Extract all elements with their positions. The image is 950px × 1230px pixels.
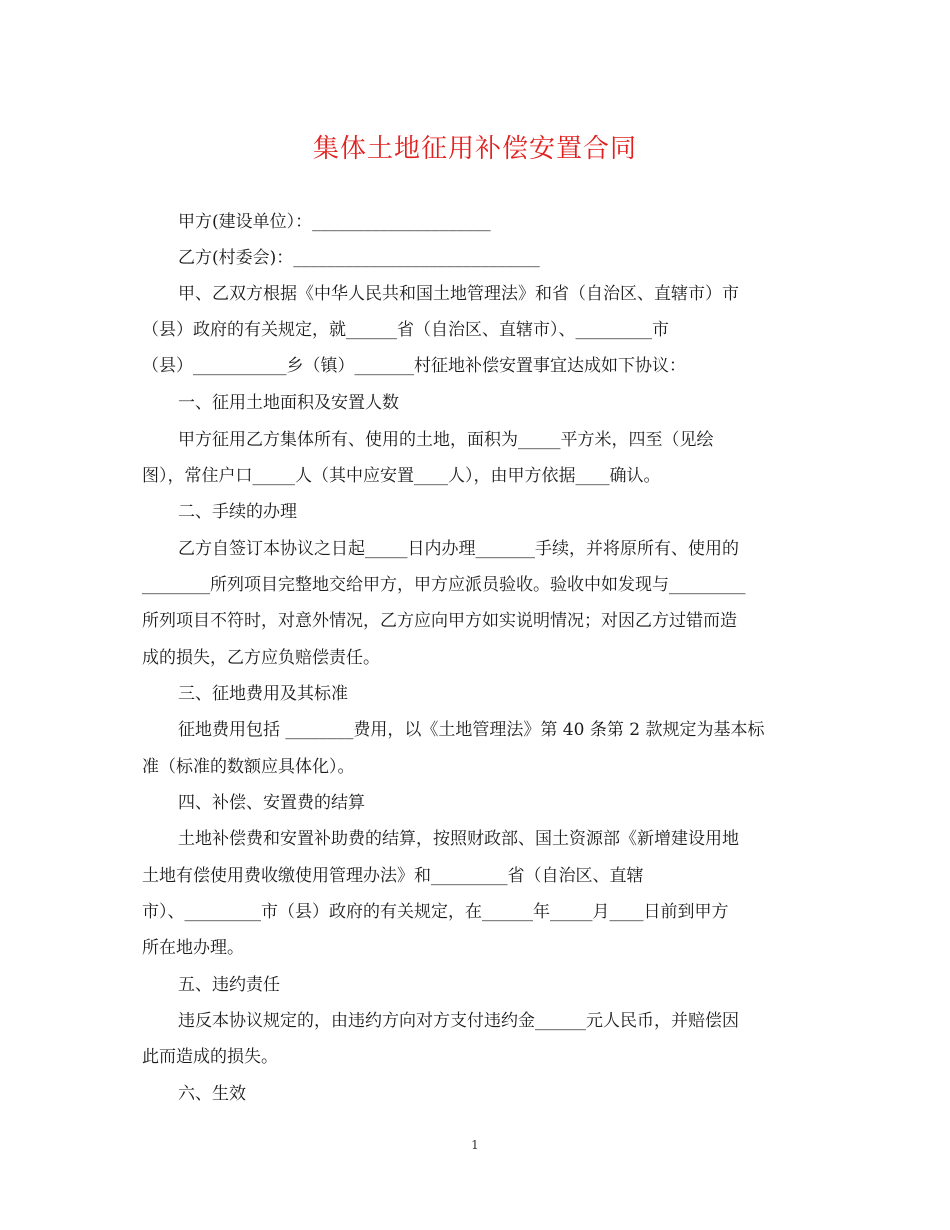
document-title: 集体土地征用补偿安置合同 bbox=[312, 134, 637, 164]
section-heading: 二、手续的办理 bbox=[178, 502, 297, 522]
paragraph-line: 图），常住户口_____人（其中应安置____人），由甲方依据____确认。 bbox=[142, 466, 661, 486]
paragraph-line: （县）___________乡（镇）_______村征地补偿安置事宜达成如下协议： bbox=[142, 356, 686, 376]
paragraph-line: 征地费用包括 ________费用，以《土地管理法》第 40 条第 2 款规定为基本标 bbox=[178, 720, 765, 740]
paragraph-line: 甲方征用乙方集体所有、使用的土地，面积为_____平方米，四至（见绘 bbox=[178, 430, 714, 450]
page-number: 1 bbox=[471, 1138, 479, 1152]
paragraph-line: 此而造成的损失。 bbox=[142, 1047, 278, 1067]
paragraph-line: 违反本协议规定的，由违约方向对方支付违约金______元人民币，并赔偿因 bbox=[178, 1011, 739, 1031]
section-heading: 三、征地费用及其标准 bbox=[178, 684, 348, 704]
paragraph-line: （县）政府的有关规定，就______省（自治区、直辖市）、_________市 bbox=[142, 320, 669, 340]
paragraph-line: 准（标准的数额应具体化）。 bbox=[142, 757, 355, 777]
paragraph-line: 乙方自签订本协议之日起_____日内办理_______手续，并将原所有、使用的 bbox=[178, 539, 739, 559]
paragraph-line: 土地补偿费和安置补助费的结算，按照财政部、国土资源部《新增建设用地 bbox=[178, 829, 739, 849]
paragraph-line: 成的损失，乙方应负赔偿责任。 bbox=[142, 648, 380, 668]
section-heading: 一、征用土地面积及安置人数 bbox=[178, 393, 399, 413]
party-b-line: 乙方(村委会)：_____________________________ bbox=[178, 248, 540, 268]
section-heading: 六、生效 bbox=[178, 1084, 246, 1104]
section-heading: 四、补偿、安置费的结算 bbox=[178, 793, 365, 813]
paragraph-line: 市）、_________市（县）政府的有关规定，在______年_____月____日前到甲方 bbox=[142, 902, 729, 922]
paragraph-line: 土地有偿使用费收缴使用管理办法》和_________省（自治区、直辖 bbox=[142, 866, 644, 886]
paragraph-line: ________所列项目完整地交给甲方，甲方应派员验收。验收中如发现与_________ bbox=[142, 575, 746, 595]
section-heading: 五、违约责任 bbox=[178, 975, 280, 995]
paragraph-line: 甲、乙双方根据《中华人民共和国土地管理法》和省（自治区、直辖市）市 bbox=[178, 284, 739, 304]
party-a-line: 甲方(建设单位）：_____________________ bbox=[178, 212, 491, 232]
paragraph-line: 所列项目不符时，对意外情况，乙方应向甲方如实说明情况；对因乙方过错而造 bbox=[142, 611, 737, 631]
paragraph-line: 所在地办理。 bbox=[142, 938, 244, 958]
